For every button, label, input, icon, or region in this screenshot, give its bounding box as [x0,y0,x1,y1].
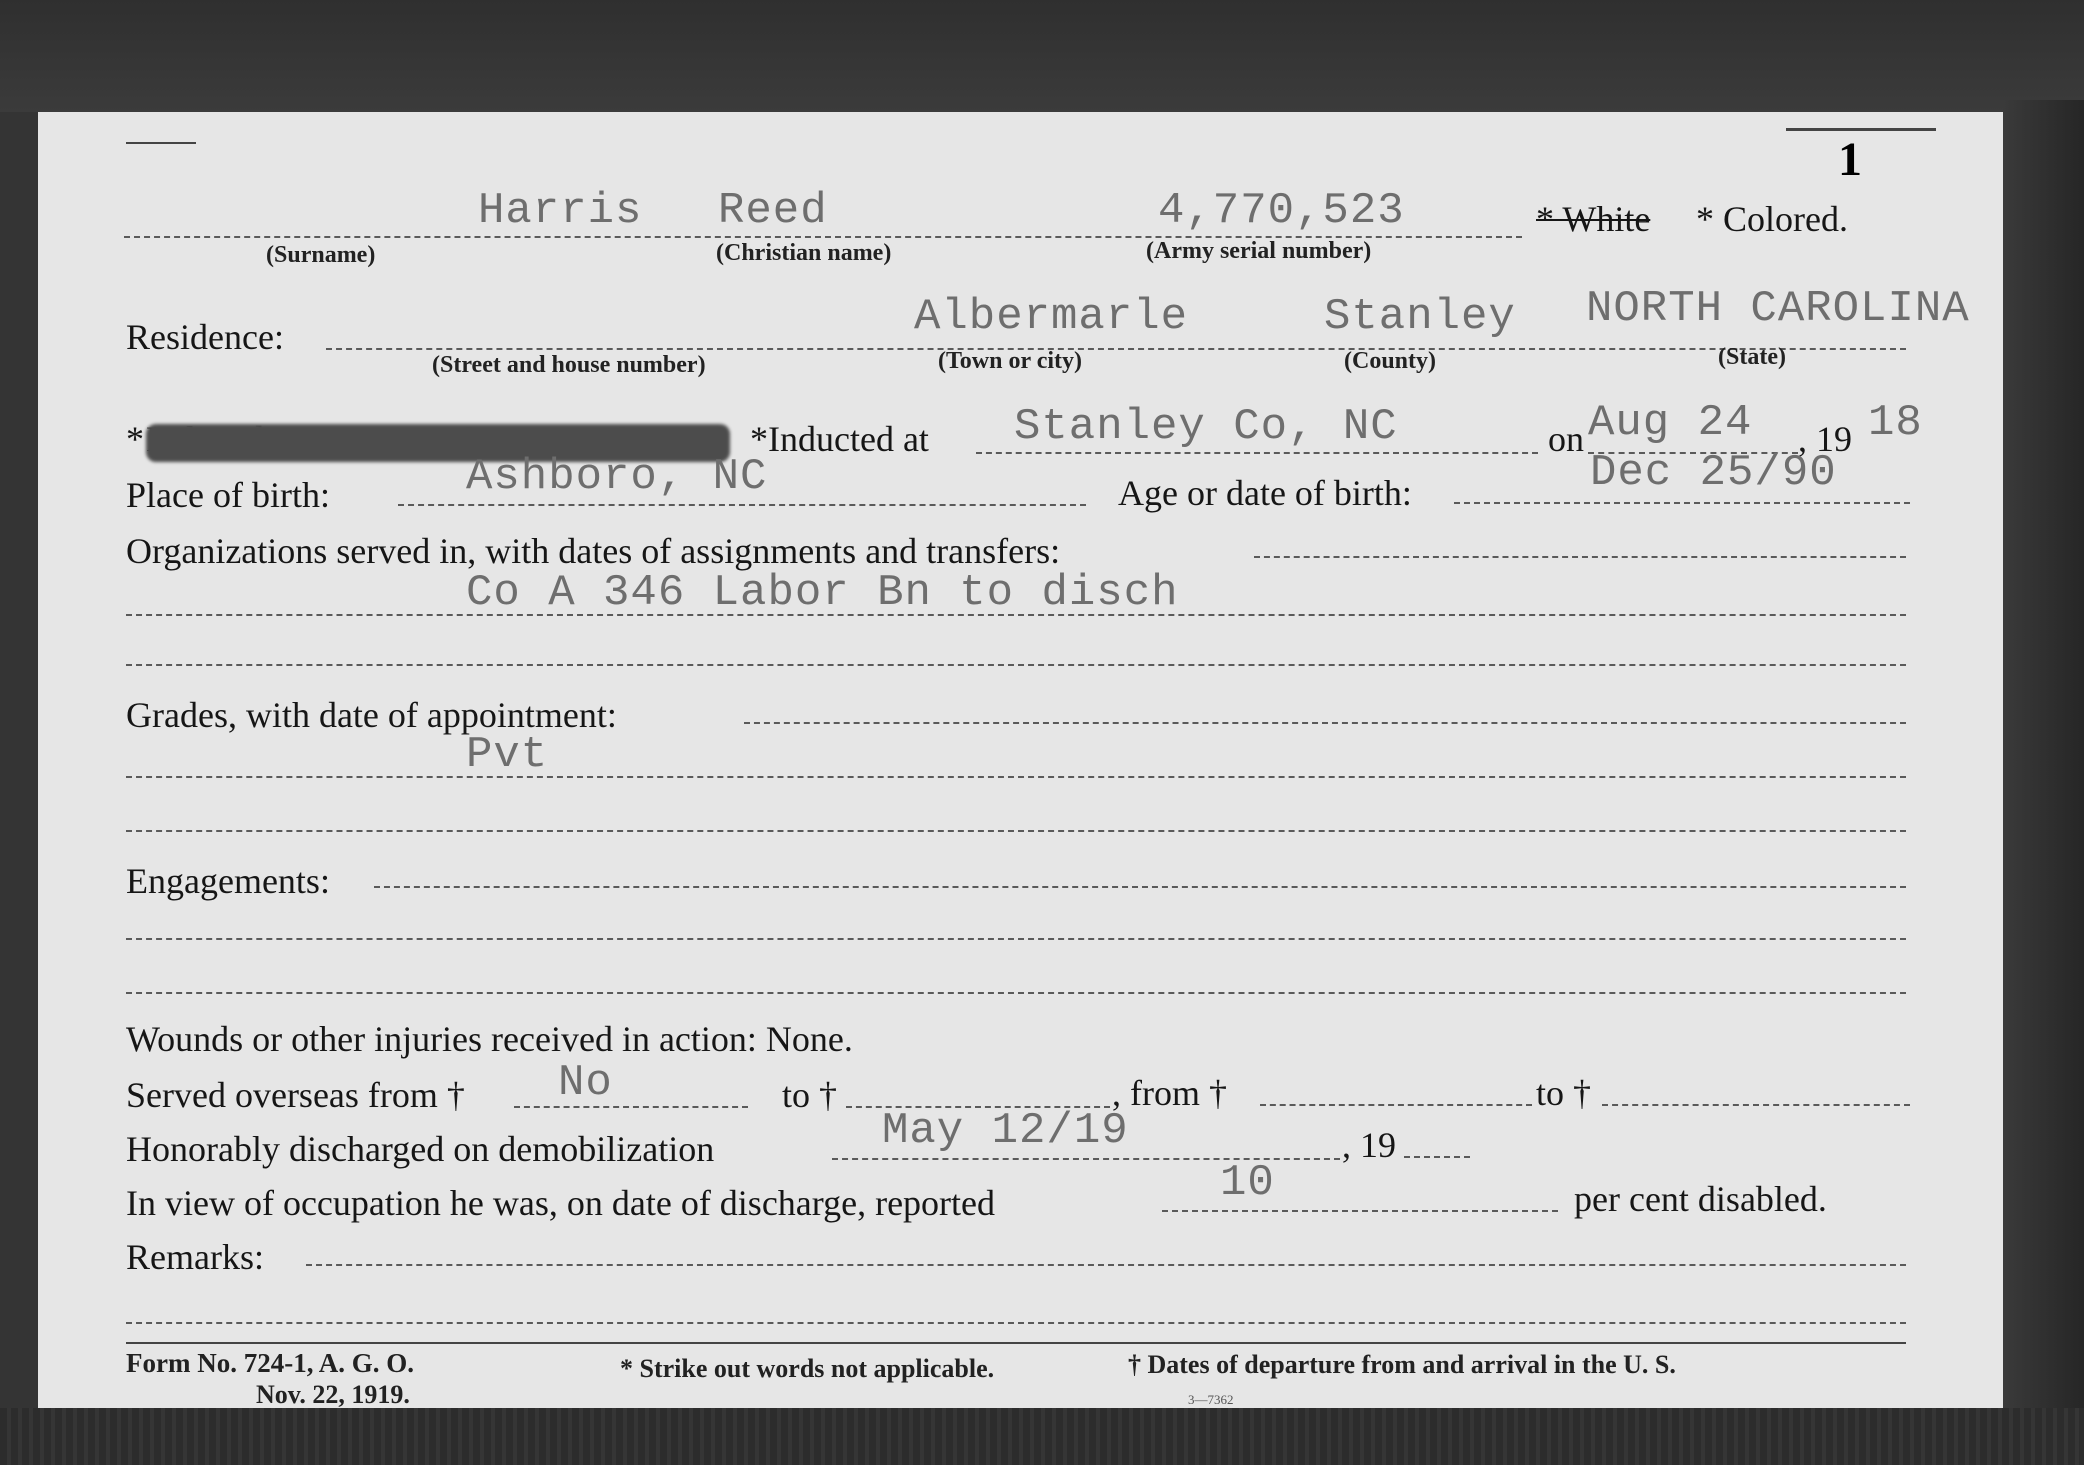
scanner-frame-right [2003,100,2084,1420]
place-of-birth-label: Place of birth: [126,475,330,515]
remarks-label: Remarks: [126,1237,264,1277]
overseas-from2-line [1260,1104,1532,1106]
organizations-value: Co A 346 Labor Bn to disch [466,568,1179,618]
surname-value: Harris [478,186,643,236]
town-caption: (Town or city) [938,348,1082,374]
remarks-line-1 [306,1264,1906,1266]
organizations-line-1 [1254,556,1906,558]
induction-on-label: on [1548,419,1584,459]
corner-rule-right [1786,128,1936,131]
induction-year-value: 18 [1868,398,1923,448]
scanner-frame-top [0,0,2084,112]
induction-year-prefix: , 19 [1798,419,1852,459]
christian-name-caption: (Christian name) [716,240,892,266]
inducted-at-label: *Inducted at [750,419,929,459]
organizations-line-2 [126,614,1906,616]
induction-date-value: Aug 24 [1588,398,1753,448]
page-number: 1 [1838,133,1862,186]
strike-note: * Strike out words not applicable. [620,1354,995,1383]
discharge-year-line [1404,1156,1470,1158]
race-white-label: * White [1536,199,1651,239]
disability-value: 10 [1220,1158,1275,1208]
form-number: Form No. 724-1, A. G. O. [126,1348,414,1378]
dates-note: † Dates of departure from and arrival in the U. S. [1128,1350,1676,1379]
discharge-date-value: May 12/19 [882,1106,1129,1156]
induction-star: * [126,419,144,459]
inducted-at-value: Stanley Co, NC [1014,402,1398,452]
overseas-from2-label: , from † [1112,1073,1227,1113]
print-code: 3—7362 [1188,1392,1234,1407]
disability-suffix: per cent disabled. [1574,1179,1827,1219]
engagements-line-1 [374,886,1906,888]
footer-rule [126,1342,1906,1344]
inducted-at-line [976,452,1538,454]
grades-value: Pvt [466,730,549,780]
overseas-from-line [514,1106,748,1108]
discharge-year-prefix: , 19 [1342,1125,1396,1165]
corner-rule-left [126,142,196,144]
birth-date-value: Dec 25/90 [1590,448,1837,498]
grades-label: Grades, with date of appointment: [126,695,617,735]
overseas-from-value: No [558,1058,613,1108]
place-of-birth-value: Ashboro, NC [466,452,768,502]
organizations-label: Organizations served in, with dates of assignments and transfers: [126,531,1061,571]
street-caption: (Street and house number) [432,352,706,378]
surname-caption: (Surname) [266,242,376,268]
scanner-frame-bottom [0,1408,2084,1465]
engagements-line-2 [126,938,1906,940]
race-colored-label: * Colored. [1696,199,1848,239]
christian-name-value: Reed [718,186,828,236]
engagements-label: Engagements: [126,861,330,901]
discharge-label: Honorably discharged on demobilization [126,1129,715,1169]
disability-label: In view of occupation he was, on date of discharge, reported [126,1183,996,1223]
grades-line-1 [744,722,1906,724]
state-value: NORTH CAROLINA [1586,284,1970,334]
organizations-line-3 [126,664,1906,666]
overseas-to2-label: to † [1536,1073,1592,1113]
service-record-card [38,112,2003,1408]
town-value: Albermarle [914,292,1189,342]
form-date: Nov. 22, 1919. [256,1380,410,1408]
engagements-line-3 [126,992,1906,994]
overseas-to-label: to † [782,1075,838,1115]
overseas-to2-line [1602,1104,1910,1106]
wounds-label: Wounds or other injuries received in action: None. [126,1019,853,1059]
disability-line [1162,1210,1558,1212]
place-of-birth-line [398,504,1086,506]
age-label: Age or date of birth: [1118,473,1412,513]
serial-number-value: 4,770,523 [1158,186,1405,236]
state-caption: (State) [1718,344,1786,370]
county-value: Stanley [1324,292,1516,342]
residence-label: Residence: [126,317,284,357]
residence-line [326,348,1906,350]
birth-date-line [1454,502,1910,504]
county-caption: (County) [1344,348,1437,374]
grades-line-3 [126,830,1906,832]
grades-line-2 [126,776,1906,778]
serial-number-caption: (Army serial number) [1146,238,1372,264]
overseas-from-label: Served overseas from † [126,1075,465,1115]
remarks-line-2 [126,1322,1906,1324]
